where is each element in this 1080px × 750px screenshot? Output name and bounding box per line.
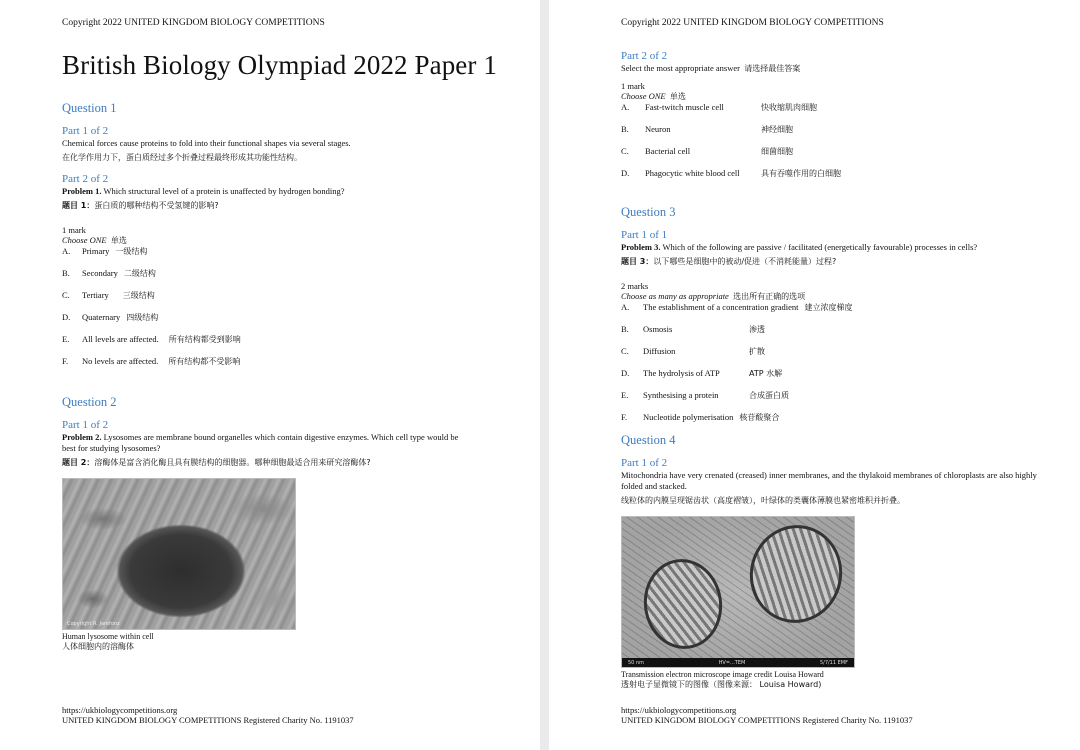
q4-part1-text-cn: 线粒体的内膜呈现锯齿状（高度褶皱），叶绿体的类囊体薄膜也紧密堆积并折叠。 <box>621 496 905 505</box>
option-letter: C. <box>621 146 629 156</box>
question-2-heading: Question 2 <box>62 395 117 409</box>
q3-part1-heading: Part 1 of 1 <box>621 229 668 241</box>
scale-mid: HV=...TEM <box>718 659 746 666</box>
question-1-heading: Question 1 <box>62 101 117 115</box>
option-item[interactable] <box>62 312 510 323</box>
q2-marks: 1 mark <box>621 81 645 91</box>
image-credit-mark: Copyright R. Jarefonz <box>67 621 120 627</box>
option-item[interactable] <box>621 390 1060 401</box>
option-label-cn: 核苷酸聚合 <box>739 413 780 422</box>
q2-choose <box>621 91 1060 102</box>
q2-choose-cn: 单选 <box>669 92 686 101</box>
problem-1-cn-label: 题目 1： <box>62 201 95 210</box>
q2-instruction-cn: 请选择最佳答案 <box>744 64 801 73</box>
option-label: Osmosis <box>643 324 673 334</box>
option-label-cn: 渗透 <box>749 325 765 334</box>
footer-url[interactable]: https://ukbiologycompetitions.org <box>62 705 178 715</box>
option-item[interactable] <box>621 146 1060 157</box>
mitochondrion-right <box>741 517 851 632</box>
option-letter: B. <box>621 324 629 334</box>
option-letter: F. <box>62 356 69 366</box>
q1-marks: 1 mark <box>62 225 86 235</box>
option-label: Tertiary <box>82 290 109 300</box>
q2-part2-heading: Part 2 of 2 <box>621 50 668 62</box>
problem-3-label: Problem 3. <box>621 242 661 252</box>
problem-1-label: Problem 1. <box>62 186 102 196</box>
option-item[interactable] <box>621 102 1060 113</box>
option-item[interactable] <box>62 246 510 257</box>
option-letter: D. <box>62 312 71 322</box>
option-letter: C. <box>621 346 629 356</box>
option-label-cn: 三级结构 <box>122 291 155 300</box>
right-footer <box>621 705 913 725</box>
problem-2-label: Problem 2. <box>62 432 102 442</box>
q3-choose-text: Choose as many as appropriate <box>621 291 729 301</box>
option-letter: B. <box>62 268 70 278</box>
q4-part1-text: Mitochondria have very crenated (creased) inner membranes, and the thylakoid membranes of chloroplasts are also highly folded and stacked. <box>621 470 1037 491</box>
option-item[interactable] <box>621 346 1060 357</box>
option-letter: D. <box>621 168 630 178</box>
q3-choose-cn: 选出所有正确的选项 <box>733 292 806 301</box>
option-label-cn: 快收缩肌肉细胞 <box>761 103 817 112</box>
option-label: All levels are affected. <box>82 334 159 344</box>
q2-instruction-text: Select the most appropriate answer <box>621 63 740 73</box>
option-label-cn: 所有结构都不受影响 <box>168 357 241 366</box>
copyright-notice: Copyright 2022 UNITED KINGDOM BIOLOGY COMPETITIONS <box>621 18 884 28</box>
q3-choose <box>621 291 1060 302</box>
scale-left: 50 nm <box>628 659 644 666</box>
option-item[interactable] <box>62 334 510 345</box>
q2-part2-instruction <box>621 63 1060 74</box>
option-label-cn: ATP 水解 <box>749 369 783 378</box>
mitochondria-micrograph <box>621 516 855 668</box>
mitochondria-caption: Transmission electron microscope image credit Louisa Howard <box>621 670 824 679</box>
option-label: No levels are affected. <box>82 356 159 366</box>
option-letter: B. <box>621 124 629 134</box>
problem-1-cn <box>62 200 510 211</box>
option-item[interactable] <box>62 356 510 367</box>
option-letter: A. <box>621 302 630 312</box>
option-letter: A. <box>62 246 71 256</box>
option-label: Phagocytic white blood cell <box>645 168 740 178</box>
option-label-cn: 一级结构 <box>115 247 148 256</box>
scale-right: 5/7/11 EMF <box>819 659 848 666</box>
question-4-heading: Question 4 <box>621 433 676 447</box>
q1-choose <box>62 235 510 246</box>
option-label-cn: 合成蛋白质 <box>749 391 789 400</box>
q1-options-list <box>62 246 510 367</box>
option-label: Quaternary <box>82 312 121 322</box>
right-page <box>549 0 1080 750</box>
option-label-cn: 扩散 <box>749 347 765 356</box>
option-item[interactable] <box>621 124 1060 135</box>
option-label-cn: 二级结构 <box>123 269 156 278</box>
option-label: Synthesising a protein <box>643 390 719 400</box>
option-label: Diffusion <box>643 346 676 356</box>
option-item[interactable] <box>621 368 1060 379</box>
option-label-cn: 四级结构 <box>126 313 159 322</box>
footer-charity: UNITED KINGDOM BIOLOGY COMPETITIONS Registered Charity No. 1191037 <box>621 715 913 725</box>
problem-2-cn <box>62 457 510 468</box>
problem-3-cn <box>621 256 1060 267</box>
option-letter: E. <box>621 390 629 400</box>
q2-choose-text: Choose ONE <box>621 91 666 101</box>
copyright-notice: Copyright 2022 UNITED KINGDOM BIOLOGY COMPETITIONS <box>62 18 325 28</box>
mitochondria-caption-cn: 透射电子显微镜下的图像（图像来源： Louisa Howard) <box>621 680 822 689</box>
q1-part1-text: Chemical forces cause proteins to fold into their functional shapes via several stages. <box>62 138 351 148</box>
problem-1 <box>62 186 510 197</box>
left-footer <box>62 705 354 725</box>
q3-marks: 2 marks <box>621 281 649 291</box>
option-item[interactable] <box>621 168 1060 179</box>
option-label-cn: 具有吞噬作用的白细胞 <box>761 169 841 178</box>
q1-part1-heading: Part 1 of 2 <box>62 125 109 137</box>
option-letter: C. <box>62 290 70 300</box>
option-label: Nucleotide polymerisation <box>643 412 734 422</box>
footer-url[interactable]: https://ukbiologycompetitions.org <box>621 705 737 715</box>
option-item[interactable] <box>62 290 510 301</box>
option-letter: F. <box>621 412 628 422</box>
q1-part1-text-cn: 在化学作用力下，蛋白质经过多个折叠过程最终形成其功能性结构。 <box>62 153 302 162</box>
option-label: The hydrolysis of ATP <box>643 368 720 378</box>
problem-3-cn-label: 题目 3： <box>621 257 654 266</box>
option-label: Fast-twitch muscle cell <box>645 102 724 112</box>
problem-3-text: Which of the following are passive / facilitated (energetically favourable) processes in cells? <box>660 242 978 252</box>
option-letter: D. <box>621 368 630 378</box>
q1-choose-cn: 单选 <box>110 236 127 245</box>
option-label-cn: 神经细胞 <box>761 125 793 134</box>
lysosome-caption-cn: 人体细胞内的溶酶体 <box>62 642 134 651</box>
mitochondrion-left <box>638 554 728 654</box>
option-label: Neuron <box>645 124 671 134</box>
problem-2-cn-label: 题目 2： <box>62 458 95 467</box>
lysosome-micrograph <box>62 478 296 630</box>
option-item[interactable] <box>621 412 1060 423</box>
page-title: British Biology Olympiad 2022 Paper 1 <box>62 50 497 80</box>
lysosome-caption: Human lysosome within cell <box>62 632 154 641</box>
option-label-cn: 建立浓度梯度 <box>804 303 853 312</box>
problem-2-cn-text: 溶酶体是富含消化酶且具有膜结构的细胞器。哪种细胞最适合用来研究溶酶体? <box>94 458 371 467</box>
option-label: Secondary <box>82 268 118 278</box>
q1-choose-text: Choose ONE <box>62 235 107 245</box>
option-letter: A. <box>621 102 630 112</box>
option-label: Primary <box>82 246 110 256</box>
question-3-heading: Question 3 <box>621 205 676 219</box>
q1-part2-heading: Part 2 of 2 <box>62 173 109 185</box>
option-item[interactable] <box>621 302 1060 313</box>
problem-3 <box>621 242 1060 253</box>
q2-part1-heading: Part 1 of 2 <box>62 419 109 431</box>
micrograph-scale-bar <box>622 658 854 667</box>
option-label: Bacterial cell <box>645 146 691 156</box>
q4-part1-heading: Part 1 of 2 <box>621 457 668 469</box>
option-label: The establishment of a concentration gradient <box>643 302 799 312</box>
problem-2 <box>62 432 462 454</box>
problem-2-text: Lysosomes are membrane bound organelles which contain digestive enzymes. Which cell type would be best for studying lysosomes? <box>62 432 459 453</box>
option-label-cn: 细菌细胞 <box>761 147 793 156</box>
problem-1-cn-text: 蛋白质的哪种结构不受氢键的影响? <box>94 201 219 210</box>
q3-options-list <box>621 302 1060 423</box>
option-letter: E. <box>62 334 70 344</box>
option-label-cn: 所有结构都受到影响 <box>168 335 241 344</box>
problem-1-text: Which structural level of a protein is unaffected by hydrogen bonding? <box>101 186 345 196</box>
option-item[interactable] <box>62 268 510 279</box>
option-item[interactable] <box>621 324 1060 335</box>
q2-options-list <box>621 102 1060 179</box>
problem-3-cn-text: 以下哪些是细胞中的被动/促进（不消耗能量）过程? <box>653 257 837 266</box>
footer-charity: UNITED KINGDOM BIOLOGY COMPETITIONS Registered Charity No. 1191037 <box>62 715 354 725</box>
